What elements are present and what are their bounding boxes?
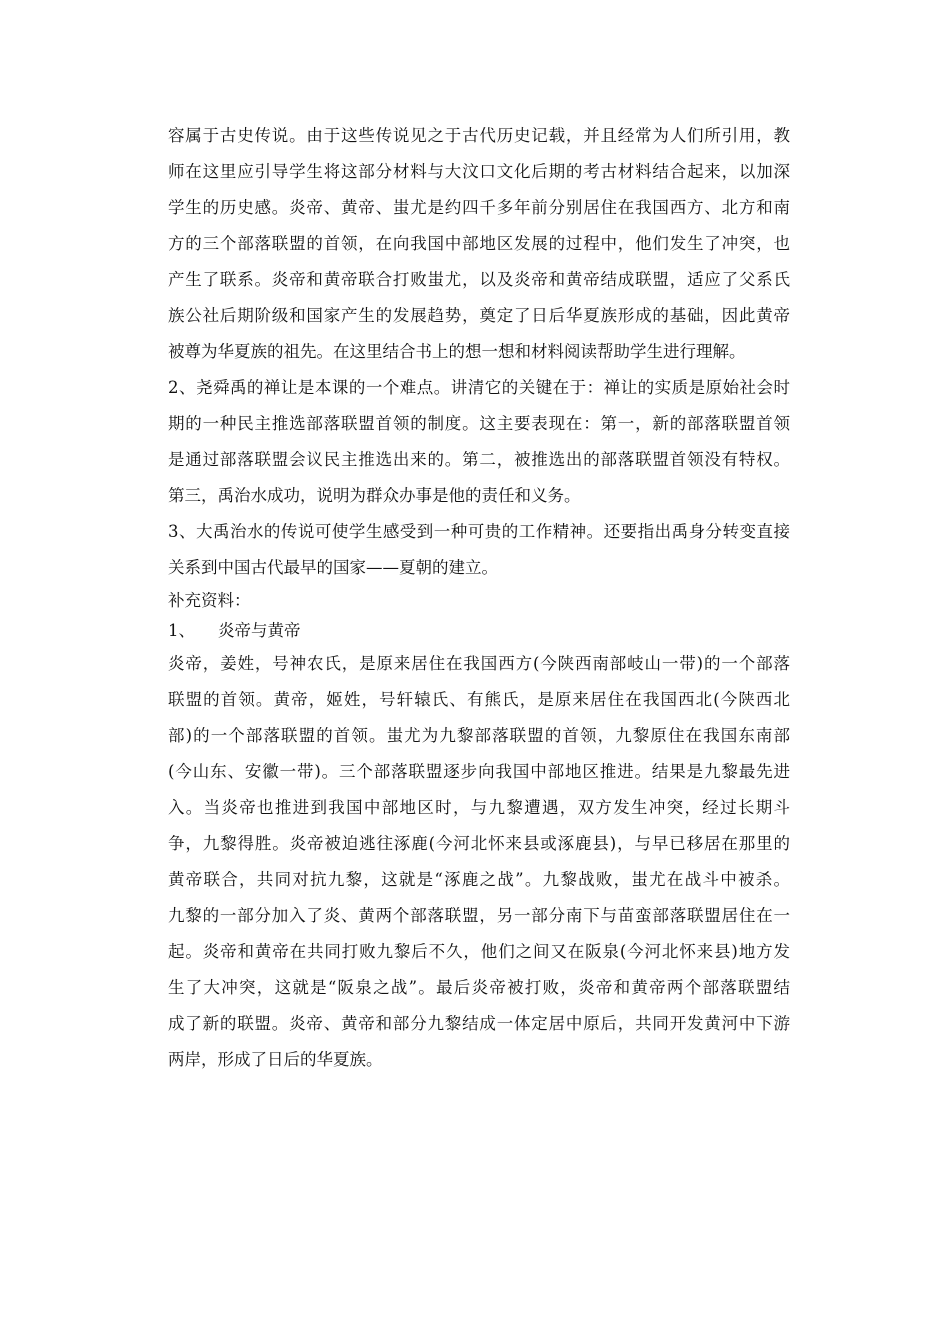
text-line: 黄帝联合，共同对抗九黎，这就是“涿鹿之战”。九黎战败，蚩尤在战斗中被杀。 [168,870,790,889]
text-line: 2、尧舜禹的禅让是本课的一个难点。讲清它的关键在于：禅让的实质是原始社会时 [168,378,790,397]
text-line: (今山东、安徽一带)。三个部落联盟逐步向我国中部地区推进。结果是九黎最先进 [168,762,790,781]
text-line: 部)的一个部落联盟的首领。蚩尤为九黎部落联盟的首领，九黎原住在我国东南部 [168,726,790,745]
text-line: 学生的历史感。炎帝、黄帝、蚩尤是约四千多年前分别居住在我国西方、北方和南 [168,198,790,217]
text-line: 炎帝，姜姓，号神农氏，是原来居住在我国西方(今陕西南部岐山一带)的一个部落 [168,654,790,673]
text-line: 被尊为华夏族的祖先。在这里结合书上的想一想和材料阅读帮助学生进行理解。 [168,342,746,361]
text-line: 产生了联系。炎帝和黄帝联合打败蚩尤，以及炎帝和黄帝结成联盟，适应了父系氏 [168,270,790,289]
item-heading [168,616,790,646]
text-line: 师在这里应引导学生将这部分材料与大汶口文化后期的考古材料结合起来，以加深 [168,162,790,181]
text-line: 关系到中国古代最早的国家——夏朝的建立。 [168,558,498,577]
text-line: 两岸，形成了日后的华夏族。 [168,1050,383,1069]
text-line: 争，九黎得胜。炎帝被迫逃往涿鹿(今河北怀来县或涿鹿县)，与早已移居在那里的 [168,834,790,853]
document-body [168,118,790,1078]
item-title: 炎帝与黄帝 [218,621,301,640]
text-line: 生了大冲突，这就是“阪泉之战”。最后炎帝被打败，炎帝和黄帝两个部落联盟结 [168,978,790,997]
supplement-heading: 补充资料： [168,591,251,610]
paragraph-ancient-legends [168,118,790,370]
text-line: 第三，禹治水成功，说明为群众办事是他的责任和义务。 [168,486,581,505]
paragraph-yan-and-huang [168,646,790,1078]
text-line: 成了新的联盟。炎帝、黄帝和部分九黎结成一体定居中原后，共同开发黄河中下游 [168,1014,790,1033]
paragraph-abdication-system [168,370,790,514]
text-line: 族公社后期阶级和国家产生的发展趋势，奠定了日后华夏族形成的基础，因此黄帝 [168,306,790,325]
paragraph-yu-flood-control [168,514,790,586]
text-line: 起。炎帝和黄帝在共同打败九黎后不久，他们之间又在阪泉(今河北怀来县)地方发 [168,942,790,961]
text-line: 入。当炎帝也推进到我国中部地区时，与九黎遭遇，双方发生冲突，经过长期斗 [168,798,790,817]
text-line: 九黎的一部分加入了炎、黄两个部落联盟，另一部分南下与苗蛮部落联盟居住在一 [168,906,790,925]
text-line: 联盟的首领。黄帝，姬姓，号轩辕氏、有熊氏，是原来居住在我国西北(今陕西北 [168,690,790,709]
text-line: 是通过部落联盟会议民主推选出来的。第二，被推选出的部落联盟首领没有特权。 [168,450,790,469]
text-line: 容属于古史传说。由于这些传说见之于古代历史记载，并且经常为人们所引用，教 [168,126,790,145]
text-line: 3、大禹治水的传说可使学生感受到一种可贵的工作精神。还要指出禹身分转变直接 [168,522,790,541]
item-number: 1、 [168,621,195,640]
text-line: 方的三个部落联盟的首领，在向我国中部地区发展的过程中，他们发生了冲突，也 [168,234,790,253]
text-line: 期的一种民主推选部落联盟首领的制度。这主要表现在：第一，新的部落联盟首领 [168,414,790,433]
